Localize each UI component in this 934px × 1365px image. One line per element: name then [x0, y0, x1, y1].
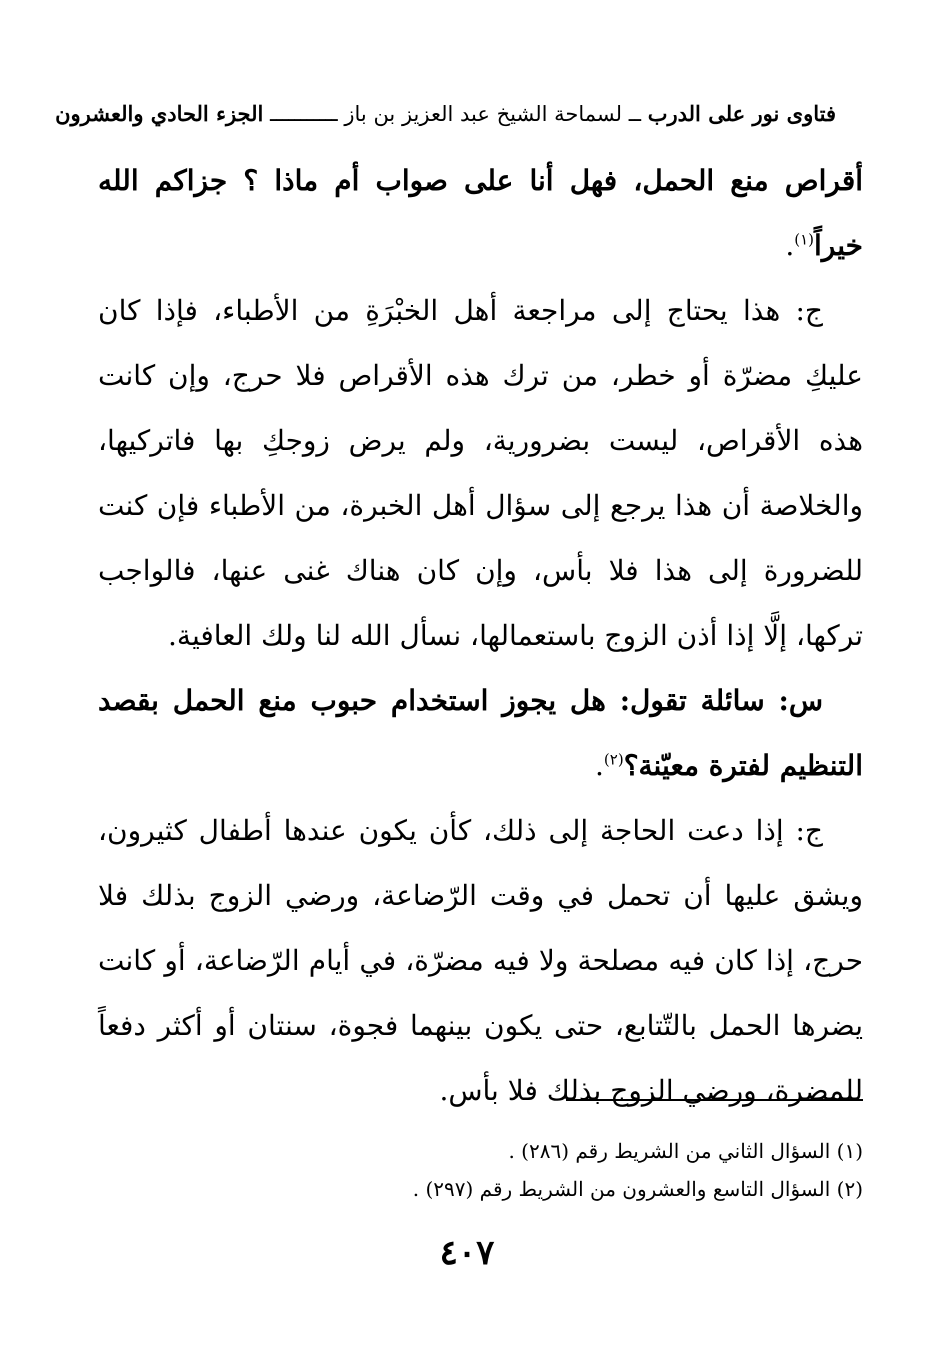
page-number: ٤٠٧: [439, 1233, 495, 1273]
running-header: [55, 100, 836, 128]
paragraph-answer-2: [98, 798, 863, 1123]
paragraph-end: .: [785, 229, 795, 262]
footnote-ref-2: (٢): [603, 750, 624, 769]
footnotes: [98, 1132, 863, 1208]
answer-text: ج: إذا دعت الحاجة إلى ذلك، كأن يكون عندها أطفال كثيرون، ويشق عليها أن تحمل في وقت الرّضاعة، ورضي الزوج بذلك فلا حرج، إذا كان فيه مصلحة ولا فيه مضرّة، في أيام الرّضاعة، أو كانت يضرها الحمل بالتّتابع، حتى يكون بينهما فجوة، سنتان أو أكثر دفعاً للمضرة، ورضي الزوج بذلك فلا بأس.: [98, 814, 863, 1107]
question-text: أقراص منع الحمل، فهل أنا على صواب أم ماذا ؟ جزاكم الله خيراً: [98, 164, 863, 262]
header-author: لسماحة الشيخ عبد العزيز بن باز: [344, 102, 623, 126]
footnote-2: (٢) السؤال التاسع والعشرون من الشريط رقم (٢٩٧) .: [412, 1177, 863, 1201]
header-separator: ــ: [628, 102, 642, 126]
main-text: [98, 148, 863, 1123]
paragraph-question-continued: [98, 148, 863, 278]
paragraph-question-2: [98, 668, 863, 798]
answer-text: ج: هذا يحتاج إلى مراجعة أهل الخبْرَةِ من الأطباء، فإذا كان عليكِ مضرّة أو خطر، من ترك هذه الأقراص فلا حرج، وإن كانت هذه الأقراص، ليست بضرورية، ولم يرض زوجكِ بها فاتركيها، والخلاصة أن هذا يرجع إلى سؤال أهل الخبرة، من الأطباء فإن كنت للضرورة إلى هذا فلا بأس، وإن كان هناك غنى عنها، فالواجب تركها، إلَّا إذا أذن الزوج باستعمالها، نسأل الله لنا ولك العافية.: [98, 294, 863, 652]
paragraph-end: .: [595, 749, 604, 782]
header-volume: الجزء الحادي والعشرون: [55, 101, 264, 126]
header-dashes: ـــــــــــ: [270, 102, 338, 126]
footnote-divider: [566, 1099, 863, 1101]
footnote-1: (١) السؤال الثاني من الشريط رقم (٢٨٦) .: [508, 1139, 863, 1163]
question-text: س: سائلة تقول: هل يجوز استخدام حبوب منع الحمل بقصد التنظيم لفترة معيّنة؟: [98, 684, 863, 782]
paragraph-answer-1: [98, 278, 863, 668]
header-book-title: فتاوى نور على الدرب: [647, 101, 836, 126]
footnote-ref-1: (١): [794, 230, 814, 249]
